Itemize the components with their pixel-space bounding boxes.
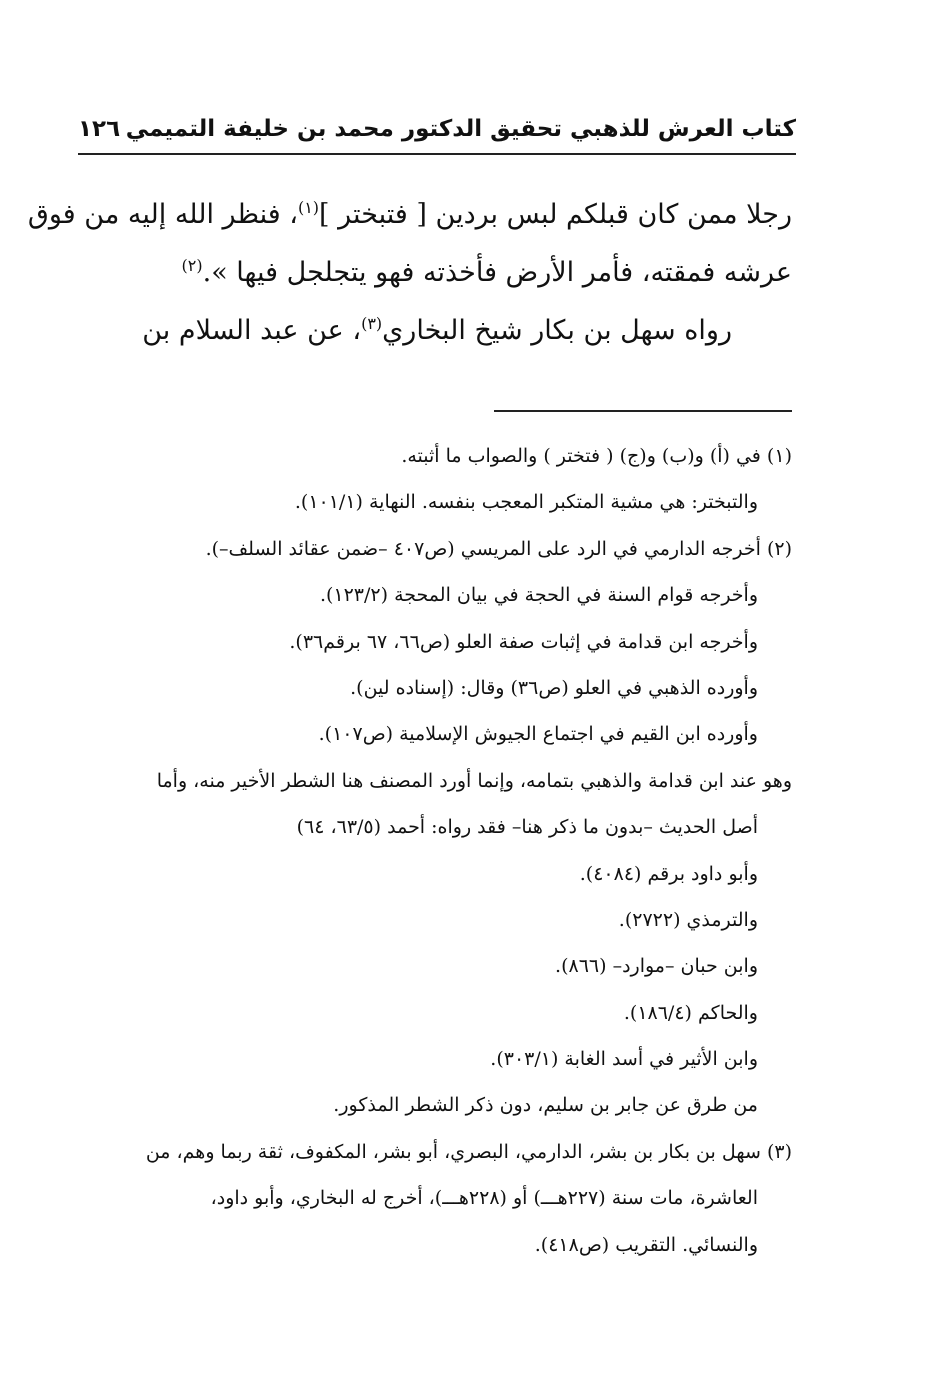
running-title: كتاب العرش للذهبي تحقيق الدكتور محمد بن خليفة التميمي — [125, 116, 796, 142]
body-line-3 — [80, 302, 792, 360]
body-line-2 — [80, 244, 792, 302]
footnote-line: أصل الحديث –بدون ما ذكر هنا– فقد رواه: أحمد (٦٣/٥، ٦٤) — [296, 816, 758, 839]
body-line-3-start: رواه سهل بن بكار شيخ البخاري — [382, 315, 732, 346]
footnote-line: والتبختر: هي مشية المتكبر المعجب بنفسه. النهاية (١٠١/١). — [294, 491, 758, 514]
footnote-line: وأورده ابن القيم في اجتماع الجيوش الإسلامية (ص١٠٧). — [318, 723, 758, 746]
footnote-line: والترمذي (٢٧٢٢). — [618, 908, 758, 931]
footnote-line: العاشرة، مات سنة (٢٢٧هـــ) أو (٢٢٨هـــ)، أخرج له البخاري، وأبو داود، — [210, 1187, 758, 1210]
footnote-line: وهو عند ابن قدامة والذهبي بتمامه، وإنما أورد المصنف هنا الشطر الأخير منه، وأما — [156, 769, 792, 792]
running-header — [78, 112, 796, 152]
footnote-line: وأورده الذهبي في العلو (ص٣٦) وقال: (إسناده لين). — [350, 676, 758, 699]
body-line-1-end: ، فنظر الله إليه من فوق — [27, 199, 298, 230]
footnote-line: من طرق عن جابر بن سليم، دون ذكر الشطر المذكور. — [333, 1094, 758, 1117]
footnote-separator — [494, 410, 792, 412]
footnote-line: وابن الأثير في أسد الغابة (٣٠٣/١). — [490, 1048, 758, 1071]
footnote-line: (٣) سهل بن بكار بن بشر، الدارمي، البصري، أبو بشر، المكفوف، ثقة ربما وهم، من — [145, 1140, 792, 1163]
body-line-2-text: عرشه فمقته، فأمر الأرض فأخذته فهو يتجلجل فيها ». — [202, 257, 792, 288]
body-text — [27, 186, 792, 360]
body-line-1-start: رجلا ممن كان قبلكم لبس بردين [ فتبختر ] — [319, 199, 792, 230]
page-number: ١٢٦ — [78, 116, 121, 142]
footnote-line: وأخرجه ابن قدامة في إثبات صفة العلو (ص٦٦، ٦٧ برقم٣٦). — [289, 630, 758, 653]
footnote-line: (٢) أخرجه الدارمي في الرد على المريسي (ص٤٠٧ –ضمن عقائد السلف–). — [205, 537, 792, 560]
footnote-line: وأخرجه قوام السنة في الحجة في بيان المحجة (١٢٣/٢). — [319, 584, 758, 607]
footnote-line: والنسائي. التقريب (ص٤١٨). — [534, 1233, 758, 1256]
body-line-3-end: ، عن عبد السلام بن — [142, 315, 362, 346]
footnote-line: وأبو داود برقم (٤٠٨٤). — [579, 862, 758, 885]
footnote-line: والحاكم (١٨٦/٤). — [623, 1001, 758, 1024]
footnote-ref-1: (١) — [297, 198, 320, 217]
header-rule — [78, 153, 796, 155]
footnote-ref-2: (٢) — [181, 256, 203, 275]
footnote-line: وابن حبان –موارد– (٨٦٦). — [555, 955, 758, 978]
footnote-ref-3: (٣) — [361, 314, 383, 333]
footnotes — [78, 433, 792, 1268]
body-line-1 — [27, 186, 792, 244]
footnote-line: (١) في (أ) و(ب) و(ج) ( فتختر ) والصواب ما أثبته. — [401, 445, 792, 467]
